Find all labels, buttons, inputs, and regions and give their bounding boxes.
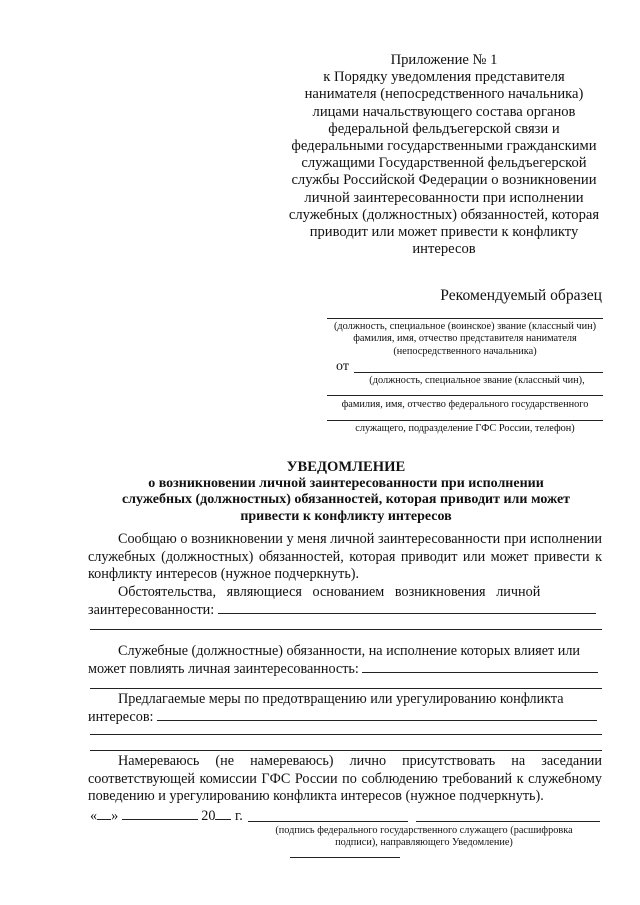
duties-label: может повлиять личная заинтересованность: <box>88 661 359 677</box>
paragraph-circumstances-line: Обстоятельства, являющиеся основанием возникновения личной <box>118 584 541 600</box>
notice-subtitle-line: служебных (должностных) обязанностей, которая приводит или может <box>121 492 571 508</box>
notice-subtitle-line: привести к конфликту интересов <box>240 508 452 524</box>
month-fill-line <box>122 807 198 820</box>
bottom-rule <box>290 857 400 858</box>
circumstances-fill-line <box>218 601 596 614</box>
blank-fill-line <box>90 750 602 751</box>
paragraph-notification: Сообщаю о возникновении у меня личной заинтересованности при исполнении служебных (должностных) обязанностей, которая приводит или может привести к конфликту интересов (нужное подчеркнуть). <box>88 531 602 582</box>
paragraph-commission: Намереваюсь (не намереваюсь) лично присутствовать на заседании соответствующей комиссии ГФС России по соблюдению требований к служебному поведению и урегулированию конфликта интересов (нужное подчеркнуть). <box>88 753 602 804</box>
paragraph-duties-line2 <box>88 660 602 679</box>
notice-subtitle-line: о возникновении личной заинтересованности при исполнении <box>148 475 544 491</box>
appendix-line: личной заинтересованности при исполнении <box>304 189 584 206</box>
circumstances-label: заинтересованности: <box>88 602 215 618</box>
duties-fill-line <box>362 660 598 673</box>
from-caption: (должность, специальное звание (классный чин), <box>369 375 585 386</box>
paragraph-measures-line2 <box>88 708 602 727</box>
appendix-line: приводит или может привести к конфликту <box>309 224 579 241</box>
appendix-line: к Порядку уведомления представителя <box>323 69 565 86</box>
blank-fill-line <box>90 734 602 735</box>
from-fill-line <box>327 395 603 396</box>
appendix-line: лицами начальствующего состава органов <box>312 103 576 120</box>
year-suffix: г. <box>235 808 243 824</box>
appendix-line: служащими Государственной фельдъегерской <box>301 155 587 172</box>
from-caption: фамилия, имя, отчество федерального государственного <box>341 399 589 410</box>
to-fill-line <box>327 318 603 319</box>
notice-title-main: УВЕДОМЛЕНИЕ <box>286 459 406 475</box>
quote-open: « <box>90 808 98 824</box>
blank-fill-line <box>90 629 602 630</box>
date-field <box>90 807 350 825</box>
blank-fill-line <box>90 688 602 689</box>
appendix-heading <box>262 52 626 258</box>
quote-close: » <box>111 808 119 824</box>
signature-fill-line <box>248 821 408 822</box>
paragraph-circumstances-line2 <box>88 601 602 620</box>
appendix-line: федеральной фельдъегерской связи и <box>328 120 560 137</box>
appendix-line: интересов <box>412 241 476 258</box>
appendix-line: служебных (должностных) обязанностей, которая <box>288 206 600 223</box>
from-fill-line <box>327 420 603 421</box>
from-caption: служащего, подразделение ГФС России, телефон) <box>355 423 575 434</box>
to-caption: (непосредственного начальника) <box>393 346 537 357</box>
signature-caption: подписи), направляющего Уведомление) <box>335 837 513 848</box>
paragraph-duties-line: Служебные (должностные) обязанности, на исполнение которых влияет или <box>118 643 581 659</box>
signature-name-fill-line <box>416 821 600 822</box>
paragraph-measures-line: Предлагаемые меры по предотвращению или урегулированию конфликта <box>118 691 564 707</box>
notice-title <box>60 459 632 525</box>
signature-caption: (подпись федерального государственного служащего (расшифровка <box>275 825 573 836</box>
measures-fill-line <box>157 708 597 721</box>
appendix-line: службы Российской Федерации о возникновении <box>291 172 597 189</box>
to-caption: (должность, специальное (воинское) звание (классный чин) <box>333 321 597 332</box>
from-fill-line <box>354 372 603 373</box>
appendix-line: федеральными государственными гражданскими <box>291 138 597 155</box>
recommended-sample-label: Рекомендуемый образец <box>440 287 602 304</box>
from-label: от <box>336 359 349 374</box>
to-caption: фамилия, имя, отчество представителя нанимателя <box>353 333 577 344</box>
year-prefix: 20 <box>201 808 216 824</box>
day-fill-line <box>97 807 111 820</box>
year-fill-line <box>215 807 231 820</box>
appendix-line: Приложение № 1 <box>390 52 498 68</box>
appendix-line: нанимателя (непосредственного начальника) <box>304 86 584 103</box>
measures-label: интересов: <box>88 709 154 725</box>
